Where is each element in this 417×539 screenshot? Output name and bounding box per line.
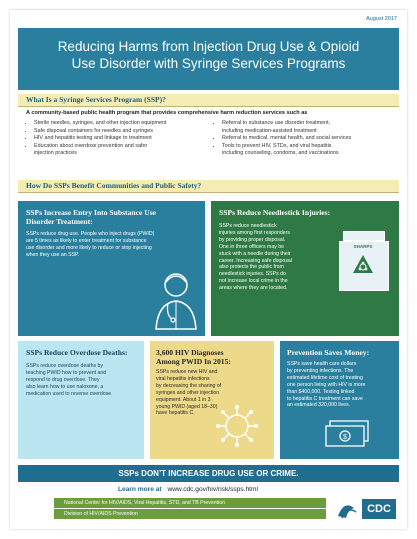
- list-item: • Tools to prevent HIV, STDs, and viral hepatitis: [222, 143, 407, 151]
- panel-text-line: have hepatitis C.: [156, 410, 195, 417]
- panel-text-line: SSPs reduce drug use. People who inject drugs (PWID): [26, 231, 155, 237]
- panel-text-line: SSPs reduce new HIV and: [156, 369, 218, 375]
- panel-text-line: also protects the public from: [219, 264, 284, 271]
- panel-heading: [156, 349, 231, 366]
- panel-text-line: One in three officers may be: [219, 243, 285, 250]
- panel-text-line: teaching PWID how to prevent and: [26, 369, 107, 376]
- section-heading-what-is-ssp: [18, 94, 399, 107]
- panel-text-line: use disorder and more likely to reduce or stop injecting: [26, 244, 152, 251]
- footer-division-name: Division of HIV/AIDS Prevention: [54, 509, 326, 519]
- services-list-left: [26, 120, 209, 158]
- panel-overdose: [18, 341, 144, 459]
- list-item: • Education about overdose prevention and safer: [34, 143, 209, 151]
- panel-heading-line: SSPs Increase Entry Into Substance Use: [26, 208, 157, 217]
- title-line-2: Use Disorder with Syringe Services Programs: [71, 56, 346, 71]
- panel-heading: SSPs Reduce Overdose Deaths:: [26, 348, 128, 357]
- panel-text-line: stuck with a needle during their: [219, 250, 291, 257]
- panel-text-line: areas where they are located.: [219, 285, 288, 292]
- panel-text-line: SSPs reduce overdose deaths by: [26, 363, 103, 369]
- publication-date: August 2017: [366, 16, 397, 22]
- panel-text-line: viral hepatitis infections: [156, 375, 210, 382]
- learn-more-label: Learn more at: [118, 486, 162, 493]
- panel-heading-line: 3,600 HIV Diagnoses: [156, 348, 224, 357]
- panel-text-line: young PWID (aged 18–30): [156, 403, 218, 410]
- panel-text-line: syringes and other injection: [156, 389, 220, 396]
- panel-text-line: when they use an SSP.: [26, 251, 80, 258]
- panel-heading: SSPs Reduce Needlestick Injuries:: [219, 208, 331, 217]
- section-heading-text: How Do SSPs Benefit Communities and Public Safety?: [26, 181, 202, 190]
- panel-needlestick: [211, 201, 399, 336]
- title-band: [18, 28, 399, 90]
- panel-text-line: than $400,000. Testing linked: [287, 388, 355, 395]
- panel-text-line: by decreasing the sharing of: [156, 382, 222, 389]
- section-heading-text: What Is a Syringe Services Program (SSP)?: [26, 95, 166, 104]
- footer-center-name: National Center for HIV/AIDS, Viral Hepatitis, STD, and TB Prevention: [54, 498, 326, 508]
- panel-text: [219, 223, 329, 292]
- panel-text-line: equipment. About 1 in 3: [156, 396, 211, 403]
- panel-text-line: SSPs save health care dollars: [287, 361, 357, 367]
- no-increase-banner: SSPs DON’T INCREASE DRUG USE OR CRIME.: [18, 465, 399, 482]
- title-line-1: Reducing Harms from Injection Drug Use & Opioid: [57, 39, 360, 54]
- cdc-logo: [334, 496, 398, 522]
- money-icon: [324, 417, 372, 451]
- panel-text-line: not increase local crime in the: [219, 278, 288, 285]
- page-title: [26, 38, 391, 72]
- list-item: injection practices: [34, 150, 77, 156]
- list-item: including medication-assisted treatment: [222, 127, 317, 134]
- panel-money: [280, 341, 399, 459]
- panel-heading: [26, 209, 156, 226]
- panel-text-line: also learn how to use naloxone, a: [26, 383, 104, 390]
- panel-text-line: one person living with HIV is more: [287, 381, 366, 388]
- panel-text: [26, 363, 142, 398]
- list-item: • Sterile needles, syringes, and other injection equipment: [34, 120, 209, 128]
- panel-treatment-entry: [18, 201, 205, 336]
- panel-text-line: by preventing infections. The: [287, 367, 354, 374]
- list-item: • Referral to medical, mental health, and social services: [222, 135, 407, 143]
- hiv-virus-icon: [214, 403, 260, 449]
- services-list-right: [214, 120, 407, 158]
- panel-text-line: are 5 times as likely to enter treatment for substance: [26, 237, 147, 244]
- list-item: • HIV and hepatitis testing and linkage to treatment: [34, 135, 209, 143]
- panel-hiv: [150, 341, 274, 459]
- list-item: including counseling, condoms, and vaccinations: [222, 150, 339, 156]
- cdc-logo-text: CDC: [362, 499, 396, 519]
- svg-text:$: $: [343, 434, 347, 441]
- biohazard-icon: [351, 253, 375, 277]
- panel-heading-line: Disorder Treatment:: [26, 216, 93, 226]
- panel-text-line: injuries among first responders: [219, 229, 290, 236]
- panel-text-line: estimated lifetime cost of treating: [287, 374, 363, 381]
- container-label: SHARPS: [353, 244, 373, 249]
- intro-text: A community-based public health program that provides comprehensive harm reduction services such as: [26, 110, 308, 116]
- section-heading-benefits: [18, 180, 399, 193]
- panel-text-line: SSPs reduce needlestick: [219, 223, 277, 229]
- fact-sheet-page: [10, 10, 407, 529]
- list-item: • Safe disposal containers for needles and syringes: [34, 128, 209, 136]
- learn-more-link[interactable]: www.cdc.gov/hiv/risk/ssps.html: [167, 486, 258, 493]
- panel-text-line: an estimated 320,000 lives.: [287, 402, 351, 409]
- panel-heading-line: Among PWID In 2015:: [156, 356, 231, 366]
- panel-text: [26, 231, 201, 259]
- panel-heading: Prevention Saves Money:: [287, 348, 370, 357]
- panel-text-line: to hepatitis C treatment can save: [287, 395, 363, 402]
- panel-text-line: by providing proper disposal.: [219, 236, 286, 243]
- panel-text-line: respond to drug overdose. They: [26, 376, 100, 383]
- list-item: • Referral to substance use disorder treatment,: [222, 120, 407, 128]
- panel-text-line: career. Increasing safe disposal: [219, 257, 292, 264]
- sharps-container-icon: [339, 231, 387, 291]
- healthcare-worker-icon: [152, 267, 200, 331]
- panel-text-line: medication used to reverse overdose.: [26, 390, 113, 397]
- learn-more: [118, 486, 258, 493]
- panel-text-line: needlestick injuries. SSPs do: [219, 271, 286, 278]
- panel-text: [287, 361, 397, 409]
